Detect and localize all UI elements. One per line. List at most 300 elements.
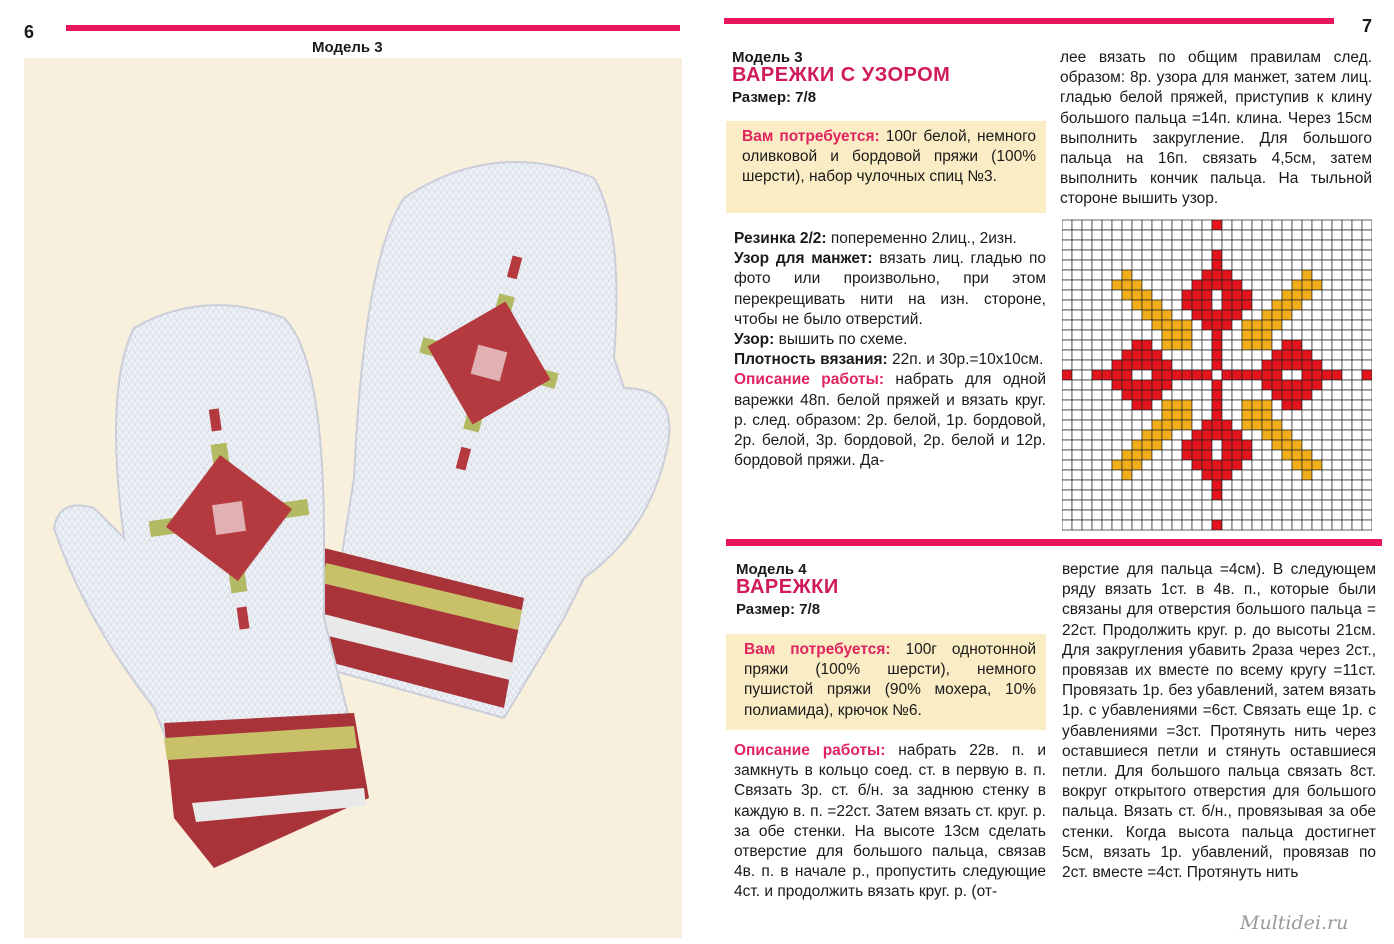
scheme-cell xyxy=(1252,410,1262,420)
scheme-cell xyxy=(1072,240,1082,250)
scheme-cell xyxy=(1252,450,1262,460)
scheme-cell xyxy=(1362,430,1372,440)
model3-pattern-text: вышить по схеме. xyxy=(774,331,908,349)
scheme-cell xyxy=(1152,460,1162,470)
scheme-cell xyxy=(1312,410,1322,420)
scheme-cell xyxy=(1252,480,1262,490)
scheme-cell xyxy=(1232,340,1242,350)
scheme-cell xyxy=(1172,220,1182,230)
scheme-cell xyxy=(1292,260,1302,270)
scheme-cell xyxy=(1212,220,1222,230)
scheme-cell xyxy=(1352,400,1362,410)
scheme-cell xyxy=(1192,370,1202,380)
scheme-cell xyxy=(1162,470,1172,480)
scheme-cell xyxy=(1072,250,1082,260)
scheme-cell xyxy=(1182,380,1192,390)
scheme-cell xyxy=(1272,220,1282,230)
scheme-cell xyxy=(1152,520,1162,530)
scheme-cell xyxy=(1302,220,1312,230)
scheme-cell xyxy=(1202,500,1212,510)
scheme-cell xyxy=(1222,290,1232,300)
scheme-cell xyxy=(1212,390,1222,400)
scheme-cell xyxy=(1232,500,1242,510)
scheme-cell xyxy=(1072,380,1082,390)
scheme-cell xyxy=(1332,510,1342,520)
scheme-cell xyxy=(1242,380,1252,390)
scheme-cell xyxy=(1172,330,1182,340)
scheme-cell xyxy=(1142,360,1152,370)
scheme-cell xyxy=(1082,440,1092,450)
scheme-cell xyxy=(1162,360,1172,370)
scheme-cell xyxy=(1272,310,1282,320)
scheme-cell xyxy=(1112,320,1122,330)
scheme-cell xyxy=(1122,490,1132,500)
scheme-cell xyxy=(1222,430,1232,440)
scheme-cell xyxy=(1212,470,1222,480)
scheme-cell xyxy=(1192,270,1202,280)
scheme-cell xyxy=(1322,470,1332,480)
scheme-cell xyxy=(1302,280,1312,290)
scheme-cell xyxy=(1242,270,1252,280)
scheme-cell xyxy=(1102,410,1112,420)
scheme-cell xyxy=(1182,260,1192,270)
scheme-cell xyxy=(1202,270,1212,280)
scheme-cell xyxy=(1072,490,1082,500)
scheme-cell xyxy=(1202,250,1212,260)
scheme-cell xyxy=(1132,390,1142,400)
scheme-cell xyxy=(1282,220,1292,230)
scheme-cell xyxy=(1192,230,1202,240)
model3-needs-label: Вам потребуется: xyxy=(742,128,880,145)
scheme-cell xyxy=(1342,260,1352,270)
scheme-cell xyxy=(1282,340,1292,350)
scheme-cell xyxy=(1072,230,1082,240)
scheme-cell xyxy=(1202,230,1212,240)
model3-rib-label: Резинка 2/2: xyxy=(734,230,827,247)
scheme-cell xyxy=(1332,300,1342,310)
scheme-cell xyxy=(1242,450,1252,460)
scheme-cell xyxy=(1322,340,1332,350)
scheme-cell xyxy=(1182,280,1192,290)
scheme-cell xyxy=(1292,480,1302,490)
scheme-cell xyxy=(1272,270,1282,280)
scheme-cell xyxy=(1062,290,1072,300)
scheme-cell xyxy=(1332,240,1342,250)
scheme-cell xyxy=(1312,440,1322,450)
scheme-cell xyxy=(1092,440,1102,450)
scheme-cell xyxy=(1252,300,1262,310)
scheme-cell xyxy=(1102,250,1112,260)
scheme-cell xyxy=(1142,240,1152,250)
scheme-cell xyxy=(1062,300,1072,310)
scheme-cell xyxy=(1362,420,1372,430)
scheme-cell xyxy=(1082,340,1092,350)
scheme-cell xyxy=(1332,260,1342,270)
scheme-cell xyxy=(1102,510,1112,520)
scheme-cell xyxy=(1362,250,1372,260)
scheme-cell xyxy=(1292,220,1302,230)
scheme-cell xyxy=(1162,340,1172,350)
scheme-cell xyxy=(1252,380,1262,390)
scheme-cell xyxy=(1182,310,1192,320)
scheme-cell xyxy=(1182,350,1192,360)
model4-title: ВАРЕЖКИ xyxy=(736,576,839,598)
scheme-cell xyxy=(1122,480,1132,490)
scheme-cell xyxy=(1292,380,1302,390)
scheme-cell xyxy=(1082,300,1092,310)
scheme-cell xyxy=(1112,400,1122,410)
scheme-cell xyxy=(1322,450,1332,460)
scheme-cell xyxy=(1172,260,1182,270)
scheme-cell xyxy=(1282,260,1292,270)
scheme-cell xyxy=(1182,360,1192,370)
scheme-cell xyxy=(1252,370,1262,380)
scheme-cell xyxy=(1302,340,1312,350)
scheme-cell xyxy=(1282,500,1292,510)
scheme-cell xyxy=(1132,230,1142,240)
scheme-cell xyxy=(1112,290,1122,300)
scheme-cell xyxy=(1172,470,1182,480)
scheme-cell xyxy=(1152,240,1162,250)
scheme-cell xyxy=(1132,500,1142,510)
scheme-cell xyxy=(1202,400,1212,410)
scheme-cell xyxy=(1062,520,1072,530)
scheme-cell xyxy=(1302,350,1312,360)
scheme-cell xyxy=(1102,350,1112,360)
scheme-cell xyxy=(1292,440,1302,450)
scheme-cell xyxy=(1262,220,1272,230)
scheme-cell xyxy=(1352,280,1362,290)
scheme-cell xyxy=(1132,260,1142,270)
scheme-cell xyxy=(1272,290,1282,300)
scheme-cell xyxy=(1152,430,1162,440)
header-bar-left xyxy=(66,25,680,31)
scheme-cell xyxy=(1132,420,1142,430)
scheme-cell xyxy=(1172,240,1182,250)
scheme-cell xyxy=(1202,220,1212,230)
scheme-cell xyxy=(1292,510,1302,520)
scheme-cell xyxy=(1242,510,1252,520)
scheme-cell xyxy=(1352,300,1362,310)
scheme-cell xyxy=(1082,370,1092,380)
scheme-cell xyxy=(1342,220,1352,230)
scheme-cell xyxy=(1172,230,1182,240)
scheme-cell xyxy=(1092,220,1102,230)
scheme-cell xyxy=(1142,410,1152,420)
scheme-cell xyxy=(1232,330,1242,340)
scheme-cell xyxy=(1192,510,1202,520)
scheme-cell xyxy=(1352,240,1362,250)
scheme-cell xyxy=(1302,480,1312,490)
scheme-cell xyxy=(1262,430,1272,440)
scheme-cell xyxy=(1302,520,1312,530)
scheme-cell xyxy=(1092,350,1102,360)
scheme-cell xyxy=(1352,510,1362,520)
scheme-cell xyxy=(1172,410,1182,420)
scheme-cell xyxy=(1122,450,1132,460)
scheme-cell xyxy=(1362,490,1372,500)
scheme-cell xyxy=(1252,310,1262,320)
scheme-cell xyxy=(1302,270,1312,280)
scheme-cell xyxy=(1252,440,1262,450)
scheme-cell xyxy=(1072,320,1082,330)
scheme-cell xyxy=(1262,290,1272,300)
scheme-cell xyxy=(1322,420,1332,430)
scheme-cell xyxy=(1182,250,1192,260)
scheme-cell xyxy=(1082,460,1092,470)
scheme-cell xyxy=(1082,230,1092,240)
scheme-cell xyxy=(1142,420,1152,430)
scheme-cell xyxy=(1272,320,1282,330)
scheme-cell xyxy=(1242,250,1252,260)
header-bar-right xyxy=(724,18,1334,24)
scheme-cell xyxy=(1172,290,1182,300)
scheme-cell xyxy=(1262,260,1272,270)
scheme-cell xyxy=(1322,250,1332,260)
scheme-cell xyxy=(1352,320,1362,330)
scheme-cell xyxy=(1202,420,1212,430)
scheme-cell xyxy=(1242,260,1252,270)
scheme-cell xyxy=(1352,250,1362,260)
scheme-cell xyxy=(1152,290,1162,300)
scheme-cell xyxy=(1312,280,1322,290)
scheme-cell xyxy=(1222,420,1232,430)
scheme-cell xyxy=(1332,320,1342,330)
scheme-cell xyxy=(1292,310,1302,320)
scheme-cell xyxy=(1102,260,1112,270)
scheme-cell xyxy=(1092,500,1102,510)
scheme-cell xyxy=(1132,440,1142,450)
scheme-cell xyxy=(1212,350,1222,360)
scheme-cell xyxy=(1342,350,1352,360)
scheme-cell xyxy=(1312,220,1322,230)
scheme-cell xyxy=(1312,340,1322,350)
scheme-cell xyxy=(1232,470,1242,480)
scheme-cell xyxy=(1282,350,1292,360)
scheme-cell xyxy=(1292,430,1302,440)
scheme-cell xyxy=(1122,360,1132,370)
scheme-cell xyxy=(1192,480,1202,490)
scheme-cell xyxy=(1072,280,1082,290)
scheme-cell xyxy=(1282,370,1292,380)
scheme-cell xyxy=(1202,350,1212,360)
scheme-cell xyxy=(1292,390,1302,400)
scheme-cell xyxy=(1152,330,1162,340)
scheme-cell xyxy=(1332,370,1342,380)
scheme-cell xyxy=(1322,360,1332,370)
scheme-cell xyxy=(1172,510,1182,520)
scheme-cell xyxy=(1182,270,1192,280)
model3-size: Размер: 7/8 xyxy=(732,89,817,106)
scheme-cell xyxy=(1142,340,1152,350)
scheme-cell xyxy=(1262,230,1272,240)
scheme-cell xyxy=(1262,310,1272,320)
scheme-cell xyxy=(1172,430,1182,440)
scheme-cell xyxy=(1062,370,1072,380)
scheme-cell xyxy=(1242,460,1252,470)
scheme-cell xyxy=(1192,390,1202,400)
scheme-cell xyxy=(1232,290,1242,300)
scheme-cell xyxy=(1212,270,1222,280)
scheme-cell xyxy=(1112,340,1122,350)
scheme-cell xyxy=(1062,460,1072,470)
scheme-cell xyxy=(1122,340,1132,350)
scheme-cell xyxy=(1292,360,1302,370)
scheme-cell xyxy=(1072,520,1082,530)
scheme-cell xyxy=(1292,450,1302,460)
scheme-cell xyxy=(1142,220,1152,230)
scheme-cell xyxy=(1092,460,1102,470)
scheme-cell xyxy=(1322,380,1332,390)
scheme-cell xyxy=(1122,460,1132,470)
scheme-cell xyxy=(1072,410,1082,420)
scheme-cell xyxy=(1142,440,1152,450)
scheme-cell xyxy=(1182,420,1192,430)
scheme-cell xyxy=(1342,450,1352,460)
scheme-cell xyxy=(1172,350,1182,360)
scheme-cell xyxy=(1122,220,1132,230)
scheme-cell xyxy=(1342,240,1352,250)
scheme-cell xyxy=(1102,240,1112,250)
scheme-cell xyxy=(1342,300,1352,310)
scheme-cell xyxy=(1082,490,1092,500)
scheme-cell xyxy=(1292,270,1302,280)
scheme-cell xyxy=(1232,260,1242,270)
scheme-cell xyxy=(1222,320,1232,330)
scheme-cell xyxy=(1332,490,1342,500)
scheme-cell xyxy=(1192,310,1202,320)
scheme-cell xyxy=(1222,390,1232,400)
scheme-cell xyxy=(1182,330,1192,340)
scheme-cell xyxy=(1122,430,1132,440)
scheme-cell xyxy=(1292,470,1302,480)
scheme-cell xyxy=(1272,500,1282,510)
scheme-cell xyxy=(1092,270,1102,280)
scheme-cell xyxy=(1152,250,1162,260)
scheme-cell xyxy=(1222,450,1232,460)
scheme-cell xyxy=(1232,460,1242,470)
scheme-cell xyxy=(1202,520,1212,530)
scheme-cell xyxy=(1262,240,1272,250)
page-number-right: 7 xyxy=(1362,16,1373,36)
scheme-cell xyxy=(1242,520,1252,530)
scheme-cell xyxy=(1272,520,1282,530)
scheme-cell xyxy=(1252,230,1262,240)
scheme-cell xyxy=(1192,320,1202,330)
model4-cont-text: верстие для пальца =4см). В следующем ряду вязать 1ст. в 4в. п., которые были связаны для отверстия большого пальца = 22ст. Продолжить круг. р. до высоты 21см. Для закругления убавить 2раза через 2ст., провязав их вместе по всему кругу =11ст. Провязать 1р. без убавлений, затем вязать 1р. с убавлениями =6ст. Связать еще 1р. с убавлениями =3ст. Протянуть нить через оставшиеся петли и стянуть оставшиеся петли. Для большого пальца связать 8ст. вокруг открытого отверстия для большого пальца. Вязать ст. б/н., провязывая за обе стенки. Когда высота пальца достигнет 5см, вязать 1р. убавлений, провязав по 2ст. вместе =4ст. Протянуть нить xyxy=(1062,561,1376,882)
scheme-cell xyxy=(1112,240,1122,250)
scheme-cell xyxy=(1072,340,1082,350)
scheme-cell xyxy=(1242,500,1252,510)
scheme-cell xyxy=(1152,490,1162,500)
scheme-cell xyxy=(1352,440,1362,450)
scheme-cell xyxy=(1142,260,1152,270)
scheme-cell xyxy=(1232,490,1242,500)
scheme-cell xyxy=(1182,340,1192,350)
scheme-cell xyxy=(1262,520,1272,530)
scheme-cell xyxy=(1072,500,1082,510)
scheme-cell xyxy=(1082,470,1092,480)
scheme-cell xyxy=(1262,400,1272,410)
model4-needs-box xyxy=(726,634,1046,730)
scheme-cell xyxy=(1152,510,1162,520)
scheme-cell xyxy=(1222,240,1232,250)
scheme-cell xyxy=(1362,460,1372,470)
scheme-cell xyxy=(1102,320,1112,330)
model4-heading: Модель 4 xyxy=(736,561,807,578)
scheme-cell xyxy=(1102,370,1112,380)
scheme-cell xyxy=(1352,390,1362,400)
scheme-cell xyxy=(1362,230,1372,240)
scheme-cell xyxy=(1222,400,1232,410)
scheme-cell xyxy=(1332,480,1342,490)
scheme-cell xyxy=(1252,400,1262,410)
scheme-cell xyxy=(1072,270,1082,280)
scheme-cell xyxy=(1112,490,1122,500)
scheme-cell xyxy=(1192,460,1202,470)
scheme-cell xyxy=(1312,460,1322,470)
scheme-cell xyxy=(1342,500,1352,510)
scheme-cell xyxy=(1342,410,1352,420)
scheme-cell xyxy=(1272,340,1282,350)
scheme-cell xyxy=(1262,410,1272,420)
scheme-cell xyxy=(1142,390,1152,400)
scheme-cell xyxy=(1172,360,1182,370)
scheme-cell xyxy=(1102,520,1112,530)
scheme-cell xyxy=(1212,360,1222,370)
scheme-cell xyxy=(1312,260,1322,270)
scheme-cell xyxy=(1192,330,1202,340)
scheme-cell xyxy=(1142,310,1152,320)
scheme-cell xyxy=(1282,450,1292,460)
scheme-cell xyxy=(1342,400,1352,410)
scheme-cell xyxy=(1262,510,1272,520)
scheme-cell xyxy=(1202,440,1212,450)
scheme-cell xyxy=(1122,420,1132,430)
scheme-cell xyxy=(1162,380,1172,390)
scheme-cell xyxy=(1072,260,1082,270)
scheme-cell xyxy=(1062,250,1072,260)
scheme-cell xyxy=(1132,430,1142,440)
scheme-cell xyxy=(1342,490,1352,500)
scheme-cell xyxy=(1162,400,1172,410)
scheme-cell xyxy=(1112,300,1122,310)
scheme-cell xyxy=(1252,470,1262,480)
scheme-cell xyxy=(1212,430,1222,440)
scheme-cell xyxy=(1282,400,1292,410)
scheme-cell xyxy=(1132,520,1142,530)
scheme-cell xyxy=(1352,230,1362,240)
scheme-cell xyxy=(1102,400,1112,410)
scheme-cell xyxy=(1152,470,1162,480)
scheme-cell xyxy=(1122,500,1132,510)
scheme-cell xyxy=(1272,250,1282,260)
scheme-cell xyxy=(1092,450,1102,460)
page-number-left: 6 xyxy=(24,22,35,42)
scheme-cell xyxy=(1292,290,1302,300)
scheme-cell xyxy=(1302,240,1312,250)
scheme-cell xyxy=(1182,410,1192,420)
scheme-cell xyxy=(1122,470,1132,480)
scheme-cell xyxy=(1312,430,1322,440)
scheme-cell xyxy=(1212,450,1222,460)
scheme-cell xyxy=(1162,440,1172,450)
scheme-cell xyxy=(1282,420,1292,430)
scheme-cell xyxy=(1142,320,1152,330)
scheme-cell xyxy=(1362,410,1372,420)
scheme-cell xyxy=(1292,490,1302,500)
scheme-cell xyxy=(1192,400,1202,410)
